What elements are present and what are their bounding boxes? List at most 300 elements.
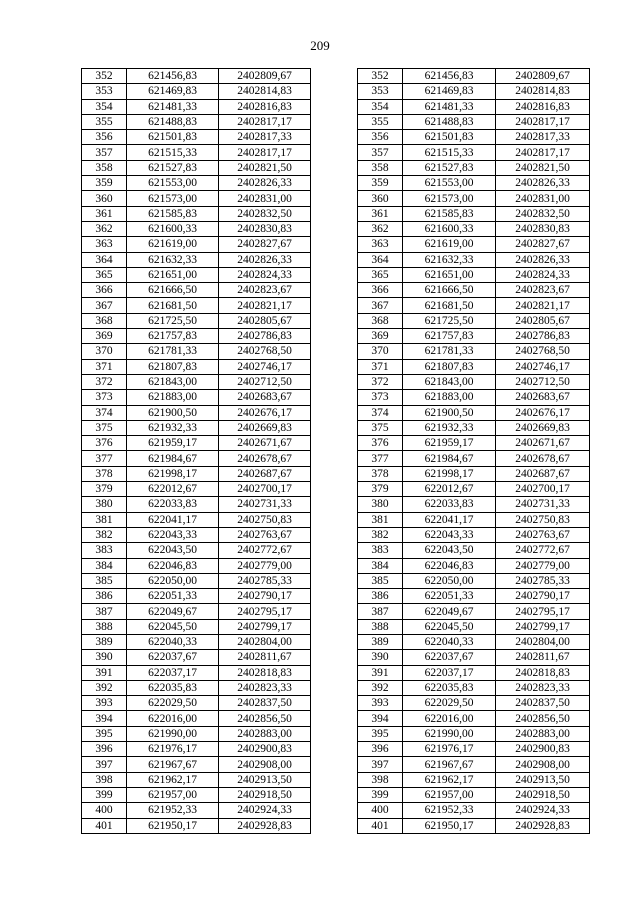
y-coordinate-cell: 2402805,67 (496, 313, 590, 328)
point-number-cell: 356 (82, 130, 127, 145)
x-coordinate-cell: 622037,17 (127, 665, 219, 680)
table-row (82, 634, 311, 649)
y-coordinate-cell: 2402913,50 (219, 772, 311, 787)
point-number-cell: 398 (358, 772, 403, 787)
table-row (82, 374, 311, 389)
point-number-cell: 359 (358, 176, 403, 191)
point-number-cell: 375 (82, 420, 127, 435)
point-number-cell: 379 (82, 482, 127, 497)
y-coordinate-cell: 2402809,67 (496, 69, 590, 84)
y-coordinate-cell: 2402731,33 (496, 497, 590, 512)
y-coordinate-cell: 2402687,67 (219, 466, 311, 481)
table-row (358, 176, 590, 191)
x-coordinate-cell: 621900,50 (403, 405, 496, 420)
point-number-cell: 378 (358, 466, 403, 481)
x-coordinate-cell: 621585,83 (127, 206, 219, 221)
y-coordinate-cell: 2402804,00 (219, 634, 311, 649)
y-coordinate-cell: 2402837,50 (496, 696, 590, 711)
y-coordinate-cell: 2402786,83 (219, 329, 311, 344)
y-coordinate-cell: 2402790,17 (219, 589, 311, 604)
point-number-cell: 364 (358, 252, 403, 267)
point-number-cell: 365 (358, 267, 403, 282)
y-coordinate-cell: 2402768,50 (219, 344, 311, 359)
table-row (82, 803, 311, 818)
x-coordinate-cell: 621632,33 (403, 252, 496, 267)
x-coordinate-cell: 621957,00 (403, 787, 496, 802)
y-coordinate-cell: 2402817,17 (219, 114, 311, 129)
table-row (82, 420, 311, 435)
y-coordinate-cell: 2402811,67 (219, 650, 311, 665)
x-coordinate-cell: 621962,17 (127, 772, 219, 787)
table-row (82, 206, 311, 221)
y-coordinate-cell: 2402913,50 (496, 772, 590, 787)
table-row (358, 313, 590, 328)
y-coordinate-cell: 2402671,67 (496, 436, 590, 451)
table-row (358, 482, 590, 497)
point-number-cell: 397 (82, 757, 127, 772)
point-number-cell: 397 (358, 757, 403, 772)
point-number-cell: 387 (82, 604, 127, 619)
point-number-cell: 386 (82, 589, 127, 604)
y-coordinate-cell: 2402768,50 (496, 344, 590, 359)
point-number-cell: 398 (82, 772, 127, 787)
table-row (82, 818, 311, 833)
coordinates-table-left (81, 68, 311, 834)
y-coordinate-cell: 2402821,17 (496, 298, 590, 313)
table-row (358, 726, 590, 741)
x-coordinate-cell: 621900,50 (127, 405, 219, 420)
table-row (358, 497, 590, 512)
point-number-cell: 396 (358, 742, 403, 757)
point-number-cell: 355 (358, 114, 403, 129)
y-coordinate-cell: 2402823,67 (219, 283, 311, 298)
y-coordinate-cell: 2402678,67 (219, 451, 311, 466)
table-row (358, 558, 590, 573)
point-number-cell: 381 (82, 512, 127, 527)
point-number-cell: 388 (82, 619, 127, 634)
point-number-cell: 366 (82, 283, 127, 298)
y-coordinate-cell: 2402669,83 (219, 420, 311, 435)
x-coordinate-cell: 621501,83 (403, 130, 496, 145)
point-number-cell: 394 (82, 711, 127, 726)
table-row (358, 359, 590, 374)
point-number-cell: 386 (358, 589, 403, 604)
point-number-cell: 362 (82, 221, 127, 236)
point-number-cell: 385 (358, 573, 403, 588)
y-coordinate-cell: 2402817,17 (219, 145, 311, 160)
x-coordinate-cell: 622012,67 (127, 482, 219, 497)
table-row (82, 69, 311, 84)
y-coordinate-cell: 2402799,17 (496, 619, 590, 634)
y-coordinate-cell: 2402700,17 (496, 482, 590, 497)
point-number-cell: 382 (358, 527, 403, 542)
y-coordinate-cell: 2402795,17 (219, 604, 311, 619)
x-coordinate-cell: 622035,83 (403, 680, 496, 695)
table-row (82, 221, 311, 236)
table-row (82, 543, 311, 558)
table-row (82, 298, 311, 313)
x-coordinate-cell: 621807,83 (127, 359, 219, 374)
point-number-cell: 357 (82, 145, 127, 160)
point-number-cell: 352 (358, 69, 403, 84)
y-coordinate-cell: 2402817,17 (496, 145, 590, 160)
x-coordinate-cell: 621619,00 (127, 237, 219, 252)
y-coordinate-cell: 2402700,17 (219, 482, 311, 497)
x-coordinate-cell: 621725,50 (127, 313, 219, 328)
table-row (82, 329, 311, 344)
table-row (358, 160, 590, 175)
point-number-cell: 363 (82, 237, 127, 252)
point-number-cell: 370 (82, 344, 127, 359)
table-row (82, 191, 311, 206)
y-coordinate-cell: 2402883,00 (219, 726, 311, 741)
table-row (82, 497, 311, 512)
table-row (82, 665, 311, 680)
y-coordinate-cell: 2402826,33 (496, 252, 590, 267)
table-row (82, 696, 311, 711)
table-row (82, 482, 311, 497)
point-number-cell: 383 (82, 543, 127, 558)
table-row (82, 772, 311, 787)
x-coordinate-cell: 621883,00 (127, 390, 219, 405)
x-coordinate-cell: 621757,83 (127, 329, 219, 344)
table-row (358, 512, 590, 527)
x-coordinate-cell: 621957,00 (127, 787, 219, 802)
x-coordinate-cell: 621984,67 (127, 451, 219, 466)
y-coordinate-cell: 2402814,83 (219, 84, 311, 99)
y-coordinate-cell: 2402799,17 (219, 619, 311, 634)
x-coordinate-cell: 622041,17 (403, 512, 496, 527)
x-coordinate-cell: 621573,00 (403, 191, 496, 206)
point-number-cell: 395 (82, 726, 127, 741)
y-coordinate-cell: 2402669,83 (496, 420, 590, 435)
point-number-cell: 393 (358, 696, 403, 711)
y-coordinate-cell: 2402832,50 (219, 206, 311, 221)
point-number-cell: 391 (358, 665, 403, 680)
x-coordinate-cell: 621619,00 (403, 237, 496, 252)
point-number-cell: 400 (358, 803, 403, 818)
point-number-cell: 374 (82, 405, 127, 420)
point-number-cell: 363 (358, 237, 403, 252)
y-coordinate-cell: 2402900,83 (219, 742, 311, 757)
point-number-cell: 362 (358, 221, 403, 236)
x-coordinate-cell: 621553,00 (127, 176, 219, 191)
table-row (358, 680, 590, 695)
table-row (82, 267, 311, 282)
table-row (358, 252, 590, 267)
x-coordinate-cell: 622037,17 (403, 665, 496, 680)
table-row (358, 619, 590, 634)
point-number-cell: 392 (358, 680, 403, 695)
x-coordinate-cell: 621469,83 (127, 84, 219, 99)
y-coordinate-cell: 2402823,67 (496, 283, 590, 298)
point-number-cell: 371 (82, 359, 127, 374)
y-coordinate-cell: 2402683,67 (219, 390, 311, 405)
table-row (82, 130, 311, 145)
y-coordinate-cell: 2402712,50 (219, 374, 311, 389)
x-coordinate-cell: 621967,67 (127, 757, 219, 772)
table-row (82, 742, 311, 757)
y-coordinate-cell: 2402900,83 (496, 742, 590, 757)
x-coordinate-cell: 622029,50 (127, 696, 219, 711)
y-coordinate-cell: 2402818,83 (219, 665, 311, 680)
point-number-cell: 357 (358, 145, 403, 160)
table-row (358, 772, 590, 787)
point-number-cell: 372 (82, 374, 127, 389)
y-coordinate-cell: 2402821,17 (219, 298, 311, 313)
table-row (82, 726, 311, 741)
point-number-cell: 373 (82, 390, 127, 405)
point-number-cell: 376 (82, 436, 127, 451)
table-row (82, 604, 311, 619)
point-number-cell: 360 (358, 191, 403, 206)
point-number-cell: 366 (358, 283, 403, 298)
y-coordinate-cell: 2402827,67 (219, 237, 311, 252)
point-number-cell: 356 (358, 130, 403, 145)
table-row (82, 650, 311, 665)
y-coordinate-cell: 2402856,50 (219, 711, 311, 726)
y-coordinate-cell: 2402750,83 (219, 512, 311, 527)
x-coordinate-cell: 622050,00 (403, 573, 496, 588)
y-coordinate-cell: 2402676,17 (496, 405, 590, 420)
x-coordinate-cell: 622046,83 (127, 558, 219, 573)
table-row (82, 436, 311, 451)
table-row (358, 803, 590, 818)
x-coordinate-cell: 621585,83 (403, 206, 496, 221)
x-coordinate-cell: 621781,33 (403, 344, 496, 359)
table-row (358, 221, 590, 236)
point-number-cell: 387 (358, 604, 403, 619)
table-row (358, 390, 590, 405)
point-number-cell: 365 (82, 267, 127, 282)
y-coordinate-cell: 2402746,17 (219, 359, 311, 374)
table-row (358, 114, 590, 129)
x-coordinate-cell: 621950,17 (127, 818, 219, 833)
coordinates-table-right (357, 68, 590, 834)
x-coordinate-cell: 621967,67 (403, 757, 496, 772)
table-row (82, 558, 311, 573)
table-row (82, 313, 311, 328)
y-coordinate-cell: 2402805,67 (219, 313, 311, 328)
x-coordinate-cell: 621456,83 (403, 69, 496, 84)
x-coordinate-cell: 621666,50 (127, 283, 219, 298)
table-row (82, 283, 311, 298)
x-coordinate-cell: 622029,50 (403, 696, 496, 711)
x-coordinate-cell: 622043,50 (403, 543, 496, 558)
y-coordinate-cell: 2402818,83 (496, 665, 590, 680)
point-number-cell: 353 (358, 84, 403, 99)
table-row (82, 711, 311, 726)
table-row (358, 787, 590, 802)
x-coordinate-cell: 621998,17 (127, 466, 219, 481)
x-coordinate-cell: 621976,17 (403, 742, 496, 757)
y-coordinate-cell: 2402676,17 (219, 405, 311, 420)
point-number-cell: 358 (82, 160, 127, 175)
x-coordinate-cell: 621883,00 (403, 390, 496, 405)
y-coordinate-cell: 2402811,67 (496, 650, 590, 665)
y-coordinate-cell: 2402816,83 (219, 99, 311, 114)
x-coordinate-cell: 622040,33 (403, 634, 496, 649)
y-coordinate-cell: 2402824,33 (496, 267, 590, 282)
y-coordinate-cell: 2402821,50 (496, 160, 590, 175)
point-number-cell: 389 (358, 634, 403, 649)
point-number-cell: 383 (358, 543, 403, 558)
point-number-cell: 372 (358, 374, 403, 389)
y-coordinate-cell: 2402856,50 (496, 711, 590, 726)
x-coordinate-cell: 622037,67 (127, 650, 219, 665)
table-row (82, 451, 311, 466)
x-coordinate-cell: 622033,83 (127, 497, 219, 512)
y-coordinate-cell: 2402687,67 (496, 466, 590, 481)
table-row (82, 680, 311, 695)
x-coordinate-cell: 622046,83 (403, 558, 496, 573)
x-coordinate-cell: 621553,00 (403, 176, 496, 191)
x-coordinate-cell: 622041,17 (127, 512, 219, 527)
point-number-cell: 370 (358, 344, 403, 359)
x-coordinate-cell: 621600,33 (127, 221, 219, 236)
point-number-cell: 375 (358, 420, 403, 435)
y-coordinate-cell: 2402821,50 (219, 160, 311, 175)
point-number-cell: 384 (358, 558, 403, 573)
x-coordinate-cell: 621456,83 (127, 69, 219, 84)
x-coordinate-cell: 621932,33 (403, 420, 496, 435)
x-coordinate-cell: 621481,33 (127, 99, 219, 114)
point-number-cell: 361 (358, 206, 403, 221)
x-coordinate-cell: 621527,83 (127, 160, 219, 175)
x-coordinate-cell: 621515,33 (403, 145, 496, 160)
point-number-cell: 358 (358, 160, 403, 175)
x-coordinate-cell: 621681,50 (403, 298, 496, 313)
x-coordinate-cell: 621481,33 (403, 99, 496, 114)
y-coordinate-cell: 2402817,33 (219, 130, 311, 145)
point-number-cell: 364 (82, 252, 127, 267)
y-coordinate-cell: 2402827,67 (496, 237, 590, 252)
y-coordinate-cell: 2402908,00 (496, 757, 590, 772)
y-coordinate-cell: 2402750,83 (496, 512, 590, 527)
x-coordinate-cell: 621952,33 (127, 803, 219, 818)
table-row (358, 742, 590, 757)
point-number-cell: 384 (82, 558, 127, 573)
x-coordinate-cell: 621807,83 (403, 359, 496, 374)
x-coordinate-cell: 621651,00 (403, 267, 496, 282)
y-coordinate-cell: 2402823,33 (496, 680, 590, 695)
point-number-cell: 379 (358, 482, 403, 497)
table-row (358, 665, 590, 680)
x-coordinate-cell: 621488,83 (403, 114, 496, 129)
table-row (358, 451, 590, 466)
y-coordinate-cell: 2402779,00 (496, 558, 590, 573)
point-number-cell: 399 (358, 787, 403, 802)
x-coordinate-cell: 621998,17 (403, 466, 496, 481)
point-number-cell: 393 (82, 696, 127, 711)
x-coordinate-cell: 621990,00 (127, 726, 219, 741)
point-number-cell: 369 (358, 329, 403, 344)
table-row (82, 359, 311, 374)
table-row (358, 818, 590, 833)
y-coordinate-cell: 2402763,67 (496, 527, 590, 542)
y-coordinate-cell: 2402817,17 (496, 114, 590, 129)
x-coordinate-cell: 621962,17 (403, 772, 496, 787)
y-coordinate-cell: 2402928,83 (219, 818, 311, 833)
table-row (358, 283, 590, 298)
x-coordinate-cell: 622051,33 (403, 589, 496, 604)
point-number-cell: 396 (82, 742, 127, 757)
y-coordinate-cell: 2402817,33 (496, 130, 590, 145)
table-row (82, 573, 311, 588)
y-coordinate-cell: 2402804,00 (496, 634, 590, 649)
table-row (358, 84, 590, 99)
point-number-cell: 381 (358, 512, 403, 527)
table-row (82, 466, 311, 481)
table-row (82, 757, 311, 772)
y-coordinate-cell: 2402908,00 (219, 757, 311, 772)
point-number-cell: 394 (358, 711, 403, 726)
x-coordinate-cell: 621950,17 (403, 818, 496, 833)
y-coordinate-cell: 2402831,00 (496, 191, 590, 206)
x-coordinate-cell: 622043,33 (127, 527, 219, 542)
page-number: 209 (310, 38, 330, 53)
y-coordinate-cell: 2402832,50 (496, 206, 590, 221)
point-number-cell: 391 (82, 665, 127, 680)
x-coordinate-cell: 621959,17 (403, 436, 496, 451)
table-row (358, 329, 590, 344)
y-coordinate-cell: 2402785,33 (496, 573, 590, 588)
table-row (358, 237, 590, 252)
x-coordinate-cell: 621932,33 (127, 420, 219, 435)
table-row (358, 696, 590, 711)
x-coordinate-cell: 621501,83 (127, 130, 219, 145)
table-row (358, 344, 590, 359)
y-coordinate-cell: 2402785,33 (219, 573, 311, 588)
point-number-cell: 382 (82, 527, 127, 542)
point-number-cell: 401 (82, 818, 127, 833)
x-coordinate-cell: 622045,50 (127, 619, 219, 634)
x-coordinate-cell: 621952,33 (403, 803, 496, 818)
table-row (358, 543, 590, 558)
x-coordinate-cell: 622035,83 (127, 680, 219, 695)
x-coordinate-cell: 621757,83 (403, 329, 496, 344)
y-coordinate-cell: 2402883,00 (496, 726, 590, 741)
table-row (358, 650, 590, 665)
table-row (82, 589, 311, 604)
y-coordinate-cell: 2402816,83 (496, 99, 590, 114)
table-row (358, 436, 590, 451)
point-number-cell: 371 (358, 359, 403, 374)
x-coordinate-cell: 621725,50 (403, 313, 496, 328)
y-coordinate-cell: 2402779,00 (219, 558, 311, 573)
table-row (82, 99, 311, 114)
point-number-cell: 354 (358, 99, 403, 114)
x-coordinate-cell: 622033,83 (403, 497, 496, 512)
table-row (82, 390, 311, 405)
point-number-cell: 378 (82, 466, 127, 481)
table-row (82, 252, 311, 267)
point-number-cell: 359 (82, 176, 127, 191)
point-number-cell: 401 (358, 818, 403, 833)
table-row (82, 512, 311, 527)
y-coordinate-cell: 2402795,17 (496, 604, 590, 619)
y-coordinate-cell: 2402823,33 (219, 680, 311, 695)
point-number-cell: 361 (82, 206, 127, 221)
x-coordinate-cell: 622037,67 (403, 650, 496, 665)
y-coordinate-cell: 2402786,83 (496, 329, 590, 344)
x-coordinate-cell: 621527,83 (403, 160, 496, 175)
x-coordinate-cell: 621843,00 (403, 374, 496, 389)
point-number-cell: 389 (82, 634, 127, 649)
point-number-cell: 374 (358, 405, 403, 420)
y-coordinate-cell: 2402763,67 (219, 527, 311, 542)
y-coordinate-cell: 2402712,50 (496, 374, 590, 389)
